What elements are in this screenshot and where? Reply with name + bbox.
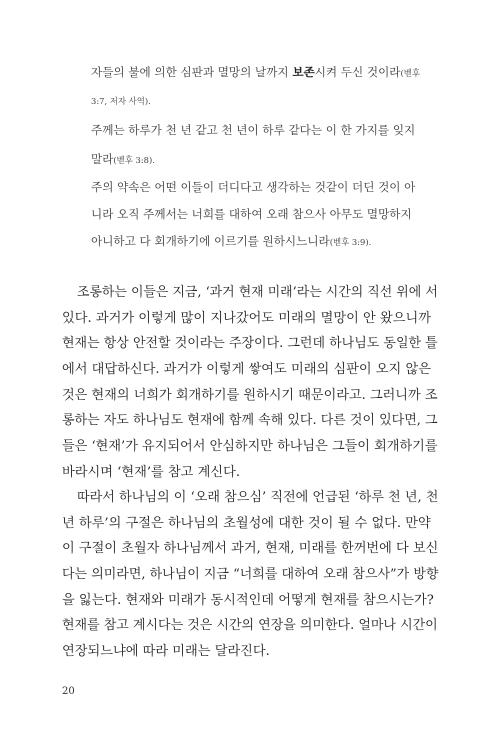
- body-line: 것은 현재의 너희가 회개하기를 원하시기 때문이라고. 그러니까 조: [62, 387, 438, 403]
- quote-line-1: [91, 64, 420, 80]
- body-line: 바라시며 ‘현재’를 참고 계신다.: [62, 464, 241, 480]
- body-line: 이 구절이 초월자 하나님께서 과거, 현재, 미래를 한꺼번에 다 보신: [62, 541, 439, 557]
- body-line: 현재를 참고 계시다는 것은 시간의 연장을 의미한다. 얼마나 시간이: [62, 618, 438, 634]
- quote-line-5: [91, 179, 415, 195]
- body-line: 연장되느냐에 따라 미래는 달라진다.: [62, 644, 270, 659]
- body-line: 롱하는 자도 하나님도 현재에 함께 속해 있다. 다른 것이 있다면, 그: [62, 413, 438, 429]
- quote-text: 아니하고 다 회개하기에 이르기를 원하시느니라: [91, 234, 330, 248]
- quote-text: 주의 약속은 어떤 이들이 더디다고 생각하는 것같이 더딘 것이 아: [91, 180, 416, 194]
- quote-line-2: [91, 95, 151, 107]
- quote-text: 자들의 불에 의한 심판과 멸망의 날까지: [91, 65, 293, 79]
- body-line: 다는 의미라면, 하나님이 지금 “너희를 대하여 오래 참으사”가 방향: [62, 567, 439, 583]
- quote-emphasis: 보존: [292, 65, 315, 79]
- body-line: 있다. 과거가 이렇게 많이 지나갔어도 미래의 멸망이 안 왔으니까: [62, 310, 431, 326]
- body-line: 년 하루’의 구절은 하나님의 초월성에 대한 것이 될 수 없다. 만약: [62, 515, 431, 531]
- quote-line-4: [91, 151, 155, 167]
- quote-line-7: [91, 233, 371, 249]
- scripture-reference: (벧후 3:8).: [113, 155, 155, 165]
- body-line: 에서 대답하신다. 과거가 이렇게 쌓여도 미래의 심판이 오지 않은: [62, 361, 431, 377]
- quote-text: 말라: [91, 152, 114, 166]
- page-number: 20: [62, 686, 75, 697]
- quote-text: 니라 오직 주께서는 너희를 대하여 오래 참으사 아무도 멸망하지: [91, 207, 412, 221]
- quote-text: 시켜 두신 것이라: [314, 65, 401, 79]
- body-line: 조롱하는 이들은 지금, ‘과거 현재 미래’라는 시간의 직선 위에 서: [77, 285, 438, 300]
- quote-line-3: [91, 122, 415, 138]
- quote-line-6: [91, 206, 412, 222]
- body-line: 따라서 하나님의 이 ‘오래 참으심’ 직전에 언급된 ‘하루 천 년, 천: [77, 490, 439, 506]
- quote-text: 주께는 하루가 천 년 같고 천 년이 하루 같다는 이 한 가지를 잊지: [91, 123, 416, 137]
- scripture-reference: 3:7, 저자 사역).: [91, 96, 151, 106]
- scripture-reference: (벧후: [400, 68, 420, 78]
- scripture-reference: (벧후 3:9).: [329, 237, 372, 247]
- body-line: 을 잃는다. 현재와 미래가 동시적인데 어떻게 현재를 참으시는가?: [62, 592, 434, 608]
- body-line: 현재는 항상 안전할 것이라는 주장이다. 그런데 하나님도 동일한 틀: [62, 336, 438, 352]
- body-line: 들은 ‘현재’가 유지되어서 안심하지만 하나님은 그들이 회개하기를: [62, 438, 438, 454]
